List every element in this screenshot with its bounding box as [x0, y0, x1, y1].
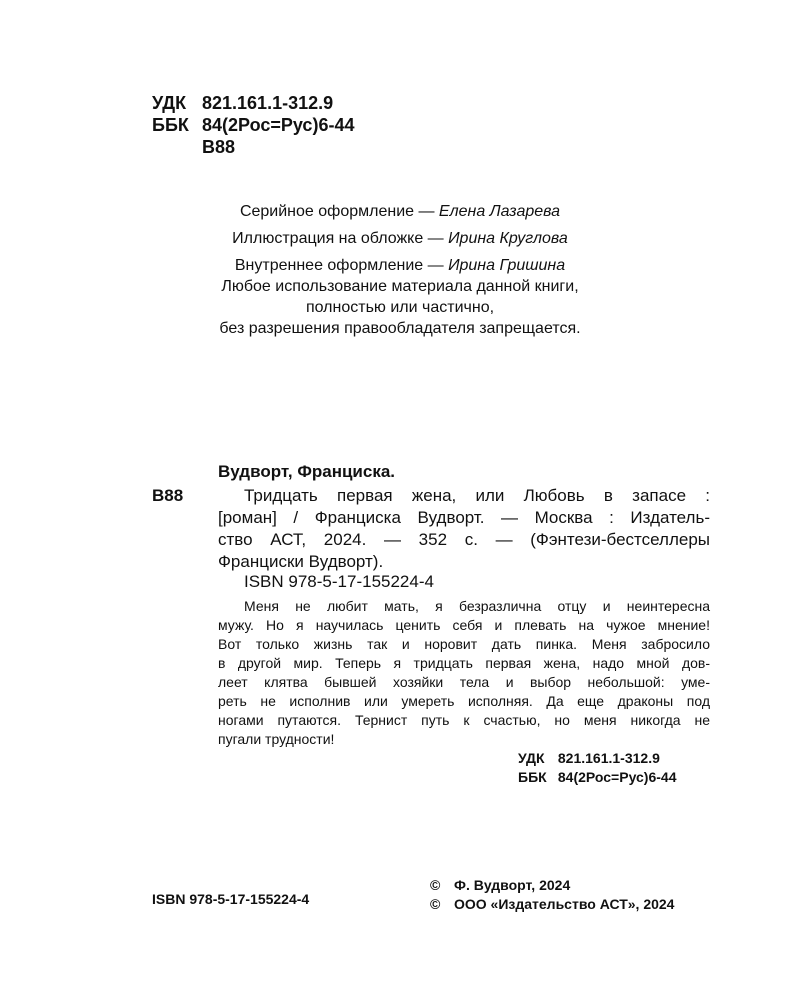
annotation-line: леет клятва бывшей хозяйки тела и выбор небольшой: уме-	[218, 674, 710, 690]
udk-value: 821.161.1-312.9	[557, 750, 660, 766]
classification-block-bottom	[518, 749, 676, 787]
credit-name: Ирина Гришина	[448, 257, 566, 274]
bbk-label: ББК	[518, 769, 547, 785]
credit-line	[0, 198, 800, 225]
credit-name: Ирина Круглова	[448, 230, 568, 247]
rights-line: без разрешения правообладателя запрещается.	[219, 320, 581, 337]
record-line: Тридцать первая жена, или Любовь в запасе :	[244, 486, 710, 505]
bbk-label: ББК	[152, 115, 189, 135]
udk-value: 821.161.1-312.9	[202, 93, 334, 113]
annotation-line: реть не исполнив или умереть исполняя. Да еще драконы под	[218, 693, 710, 709]
record-description	[218, 485, 710, 573]
credit-line	[0, 252, 800, 279]
credit-role: Внутреннее оформление —	[234, 257, 449, 274]
author-code: В88	[202, 137, 236, 157]
copyright-holder: Ф. Вудворт, 2024	[454, 877, 571, 893]
annotation-line: Вот только жизнь так и норовит дать пинка. Меня забросило	[218, 636, 710, 652]
annotation-line: Меня не любит мать, я безразлична отцу и неинтересна	[244, 598, 710, 614]
udk-label: УДК	[152, 93, 187, 113]
credit-role: Иллюстрация на обложке —	[232, 230, 449, 247]
credit-line	[0, 225, 800, 252]
copyright-holder: ООО «Издательство АСТ», 2024	[454, 896, 675, 912]
rights-line: Любое использование материала данной книги,	[221, 278, 579, 295]
bbk-value: 84(2Рос=Рус)6-44	[557, 769, 677, 785]
author-code-row	[152, 136, 354, 158]
record-isbn: ISBN 978-5-17-155224-4	[244, 572, 434, 591]
copyright-symbol: ©	[430, 877, 441, 893]
copyright-block	[430, 876, 674, 914]
record-line: ство АСТ, 2024. — 352 с. — (Фэнтези-бестселлеры	[218, 530, 710, 549]
bbk-value: 84(2Рос=Рус)6-44	[202, 115, 355, 135]
record-line: Франциски Вудворт).	[218, 552, 384, 571]
record-line: [роман] / Франциска Вудворт. — Москва : Издатель-	[218, 508, 710, 527]
credits-block	[0, 198, 800, 279]
annotation-line: пугали трудности!	[218, 731, 335, 747]
udk-row	[152, 92, 354, 114]
copyright-line	[430, 876, 674, 895]
annotation	[218, 597, 710, 749]
footer-isbn: ISBN 978-5-17-155224-4	[152, 891, 310, 907]
annotation-line: мужу. Но я научилась ценить себя и плевать на чужое мнение!	[218, 617, 710, 633]
credit-name: Елена Лазарева	[438, 203, 561, 220]
classification-block-top	[152, 92, 354, 158]
annotation-line: в другой мир. Теперь я тридцать первая жена, надо мной дов-	[218, 655, 710, 671]
rights-notice	[0, 276, 800, 339]
copyright-symbol: ©	[430, 896, 441, 912]
annotation-line: ногами путаются. Тернист путь к счастью, но меня никогда не	[218, 712, 710, 728]
udk-row	[518, 749, 676, 768]
udk-label: УДК	[518, 750, 545, 766]
bbk-row	[152, 114, 354, 136]
record-author: Вудворт, Франциска.	[218, 462, 396, 481]
rights-line: полностью или частично,	[305, 299, 495, 316]
bbk-row	[518, 768, 676, 787]
record-author-code: В88	[152, 486, 184, 505]
credit-role: Серийное оформление —	[239, 203, 439, 220]
copyright-line	[430, 895, 674, 914]
